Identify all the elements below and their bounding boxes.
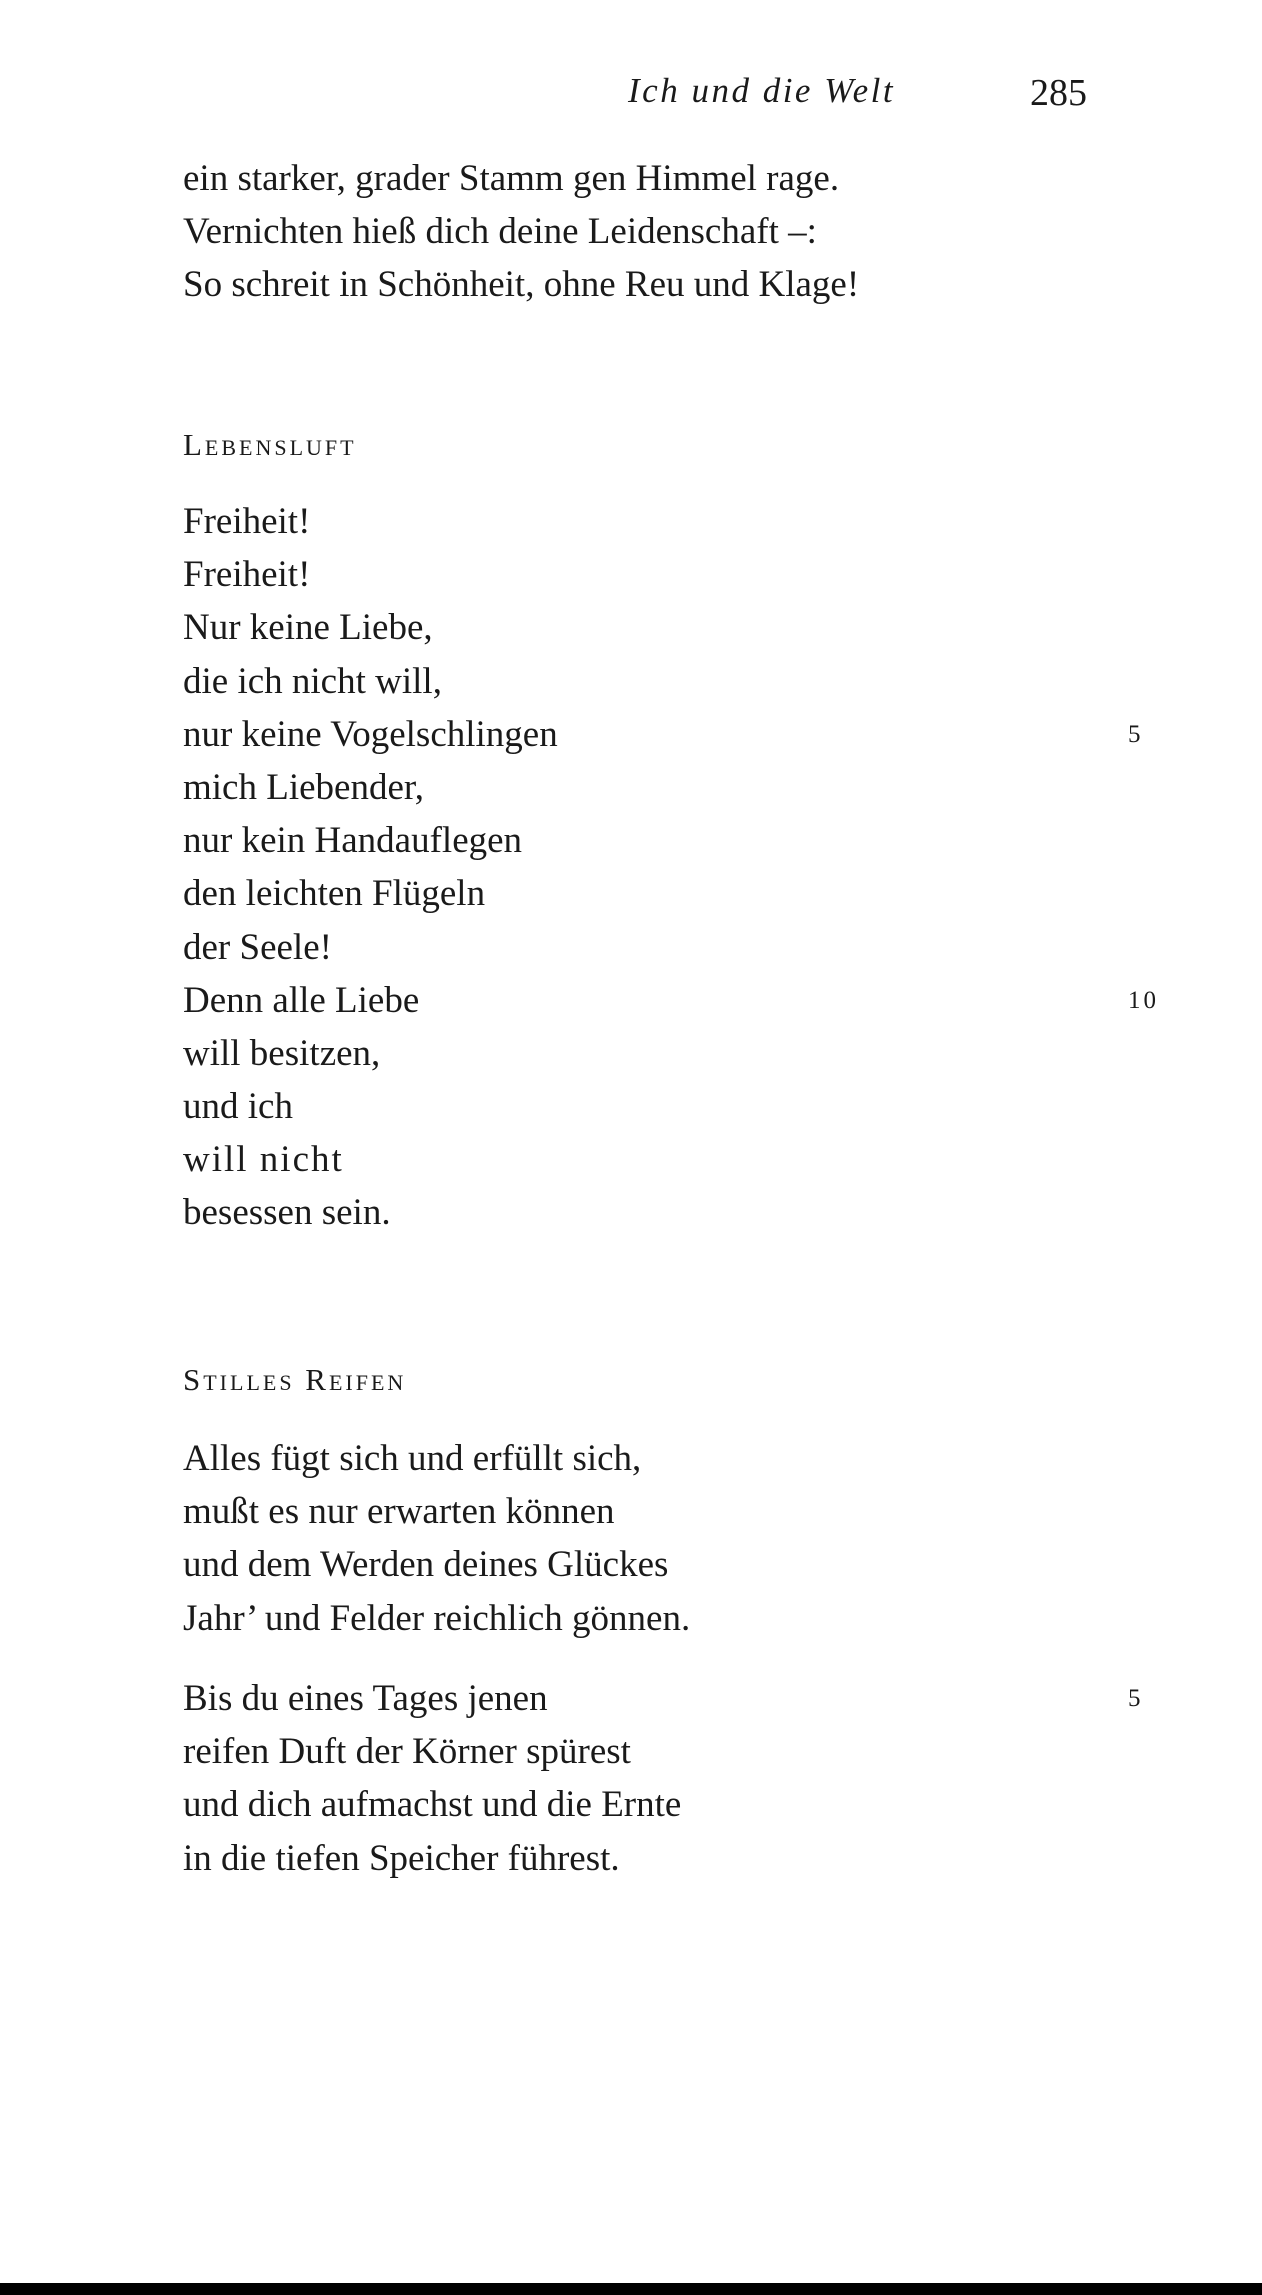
- verse-line: will nicht: [183, 1139, 344, 1181]
- verse-line: und dich aufmachst und die Ernte: [183, 1784, 682, 1826]
- verse-line: [183, 974, 1159, 1027]
- poem-title-lebensluft: Lebensluft: [183, 427, 357, 462]
- verse-line: So schreit in Schönheit, ohne Reu und Klage!: [183, 264, 860, 306]
- verse-line: Freiheit!: [183, 501, 311, 542]
- verse-line: [183, 708, 1144, 761]
- verse-line: mußt es nur erwarten können: [183, 1491, 615, 1533]
- verse-line: ein starker, grader Stamm gen Himmel rage.: [183, 158, 840, 199]
- poem-stilles-reifen-stanza-1: [183, 1432, 1123, 1645]
- verse-line: Alles fügt sich und erfüllt sich,: [183, 1438, 642, 1479]
- verse-line: mich Liebender,: [183, 766, 424, 808]
- previous-poem-ending: [183, 152, 1123, 312]
- poem-lebensluft: [183, 495, 1159, 1240]
- verse-text: Bis du eines Tages jenen: [183, 1678, 548, 1719]
- line-number: 10: [1128, 986, 1159, 1014]
- verse-line: Vernichten hieß dich deine Leidenschaft –:: [183, 211, 817, 253]
- line-number: 5: [1128, 1685, 1144, 1712]
- verse-line: in die tiefen Speicher führest.: [183, 1837, 620, 1879]
- line-number: 5: [1128, 720, 1144, 748]
- running-head: [0, 66, 1262, 116]
- verse-text: nur keine Vogelschlingen: [183, 713, 558, 755]
- verse-line: und dem Werden deines Glückes: [183, 1544, 669, 1586]
- verse-line: der Seele!: [183, 926, 332, 968]
- verse-line: [183, 1672, 1144, 1725]
- poem-title-stilles-reifen: Stilles Reifen: [183, 1362, 407, 1397]
- verse-line: reifen Duft der Körner spürest: [183, 1731, 631, 1773]
- verse-line: will besitzen,: [183, 1032, 381, 1074]
- poem-stilles-reifen-stanza-2: [183, 1672, 1144, 1885]
- verse-text: Denn alle Liebe: [183, 979, 420, 1021]
- verse-line: Freiheit!: [183, 554, 311, 596]
- verse-line: nur kein Handauflegen: [183, 820, 523, 862]
- page-bottom-edge: [0, 2283, 1262, 2295]
- verse-line: den leichten Flügeln: [183, 873, 486, 915]
- verse-line: Nur keine Liebe,: [183, 607, 433, 649]
- verse-line: und ich: [183, 1086, 293, 1128]
- running-title: Ich und die Welt: [628, 71, 896, 110]
- page-number: 285: [1030, 72, 1087, 114]
- verse-line: die ich nicht will,: [183, 660, 442, 702]
- verse-line: Jahr’ und Felder reichlich gönnen.: [183, 1597, 691, 1639]
- verse-line: besessen sein.: [183, 1192, 391, 1234]
